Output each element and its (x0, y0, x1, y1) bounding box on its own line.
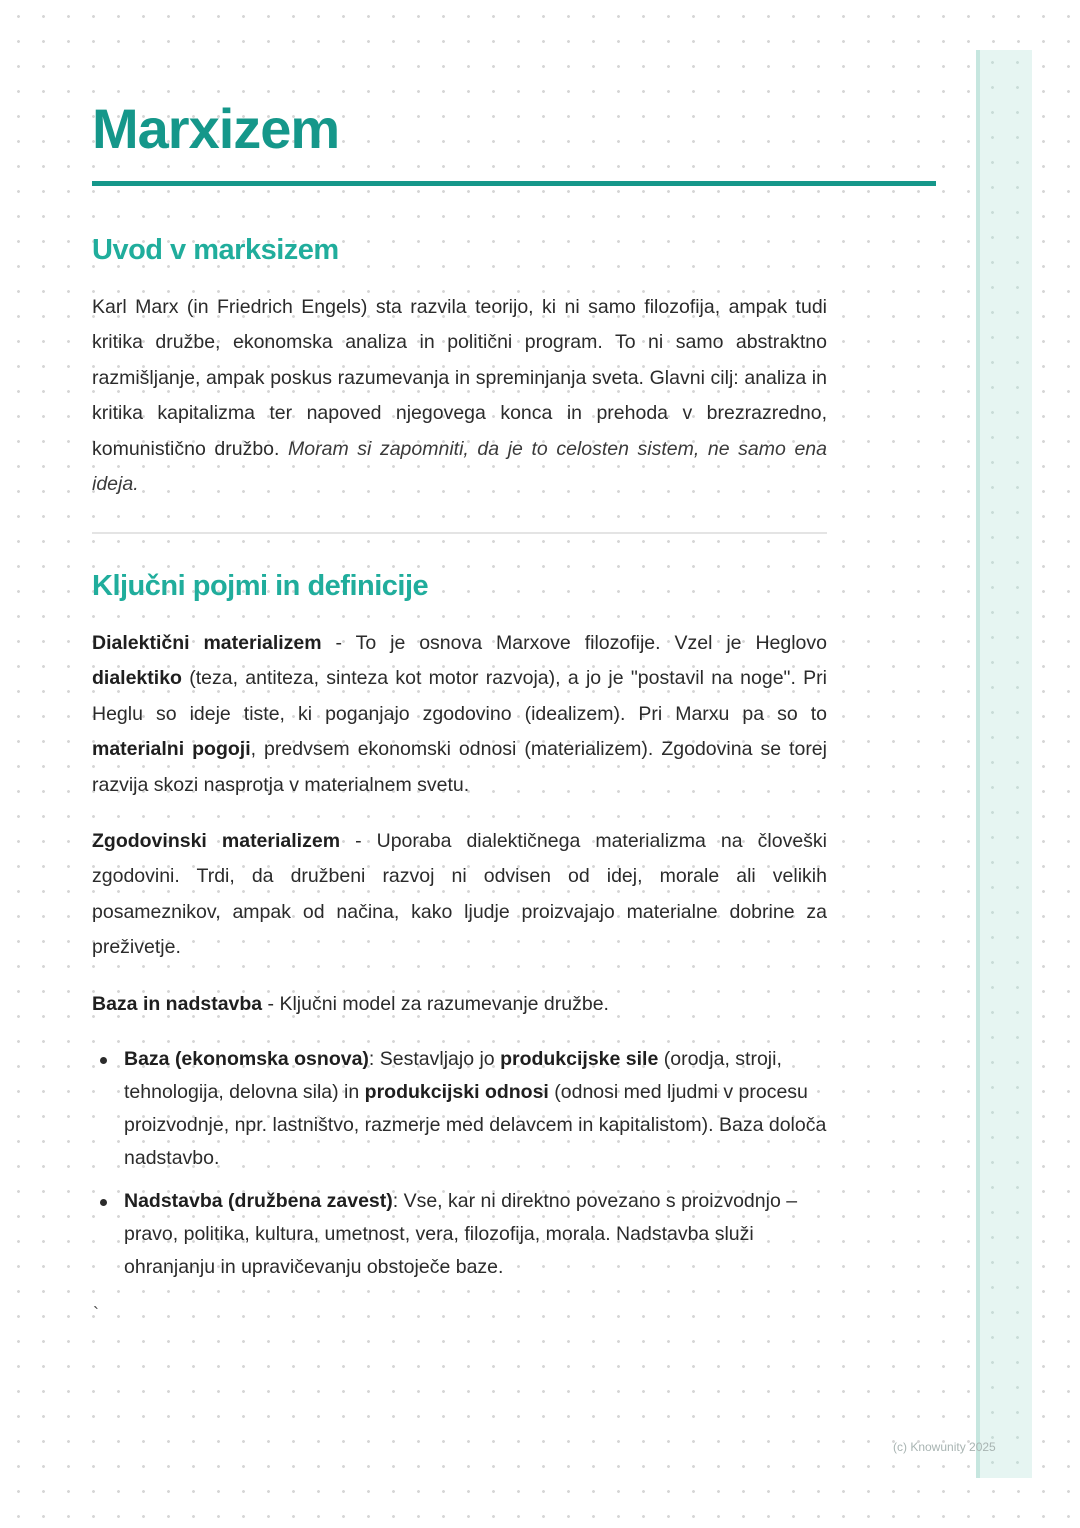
term-productive-forces: produkcijske sile (500, 1048, 659, 1070)
section-divider (92, 532, 827, 534)
intro-note: Moram si zapomniti, da je to celosten sistem, ne samo ena ideja. (92, 437, 827, 496)
definition-base-superstructure (92, 987, 827, 1022)
term-superstructure: Nadstavba (družbena zavest) (124, 1190, 393, 1212)
bullet-icon (100, 1057, 107, 1064)
list-item-superstructure (92, 1185, 827, 1284)
list-item-base (92, 1043, 827, 1175)
definition-text: (teza, antiteza, sinteza kot motor razvoja), a jo je "postavil na noge". Pri Heglu so ideje tiste, ki poganjajo zgodovino (idealizem). Pri Marxu pa so to (92, 667, 827, 725)
page-title: Marxizem (92, 97, 340, 160)
definition-text: , predvsem ekonomski odnosi (materializem). Zgodovina se torej razvija skozi nasprotja v materialnem svetu. (92, 738, 827, 796)
list-item-text: : Vse, kar ni direktno povezano s proizvodnjo – pravo, politika, kultura, umetnost, vera, filozofija, morala. Nadstavba služi ohranjanju in upravičevanju obstoječe baze. (124, 1190, 798, 1278)
term-base: Baza (ekonomska osnova) (124, 1048, 369, 1070)
bullet-icon (100, 1199, 107, 1206)
definition-text: - Uporaba dialektičnega materializma na človeški zgodovini. Trdi, da družbeni razvoj ni odvisen od idej, morale ali velikih posameznikov, ampak od načina, kako ljudje proizvajajo materialne dobrine za preživetje. (92, 830, 827, 959)
term-material-conditions: materialni pogoji (92, 738, 251, 761)
bullet-list (92, 1043, 827, 1294)
intro-paragraph (92, 290, 827, 502)
term-dialectics: dialektiko (92, 667, 182, 690)
term-historical-materialism: Zgodovinski materializem (92, 830, 341, 852)
term-relations-of-production: produkcijski odnosi (364, 1081, 549, 1103)
definition-text: - Ključni model za razumevanje družbe. (262, 993, 609, 1015)
definition-text: - To je osnova Marxove filozofije. Vzel je Heglovo (321, 632, 827, 654)
list-item-text: (odnosi med ljudmi v procesu proizvodnje, npr. lastništvo, razmerje med delavcem in kapitalistom). Baza določa nadstavbo. (124, 1081, 827, 1169)
section-heading-intro: Uvod v marksizem (92, 234, 339, 266)
list-item-text: : Sestavljajo jo (368, 1048, 501, 1070)
list-item-text: (orodja, stroji, tehnologija, delovna sila) in (124, 1048, 782, 1103)
section-heading-key-concepts: Ključni pojmi in definicije (92, 570, 429, 602)
title-underline (92, 181, 936, 186)
intro-text: Karl Marx (in Friedrich Engels) sta razvila teorijo, ki ni samo filozofija, ampak tudi kritika družbe, ekonomska analiza in politični program. To ni samo abstraktno razmišljanje, ampak poskus razumevanja in spreminjanja sveta. Glavni cilj: analiza in kritika kapitalizma ter napoved njegovega konca in prehoda v brezrazredno, komunistično družbo. (92, 296, 827, 460)
definition-historical-materialism (92, 824, 827, 966)
stray-mark: ` (93, 1304, 99, 1324)
term-dialectical-materialism: Dialektični materializem (92, 632, 322, 654)
side-margin-strip (976, 50, 1032, 1478)
definition-dialectical-materialism (92, 626, 827, 803)
copyright-footer: (c) Knowunity 2025 (893, 1440, 996, 1454)
term-base-superstructure: Baza in nadstavba (92, 993, 263, 1015)
